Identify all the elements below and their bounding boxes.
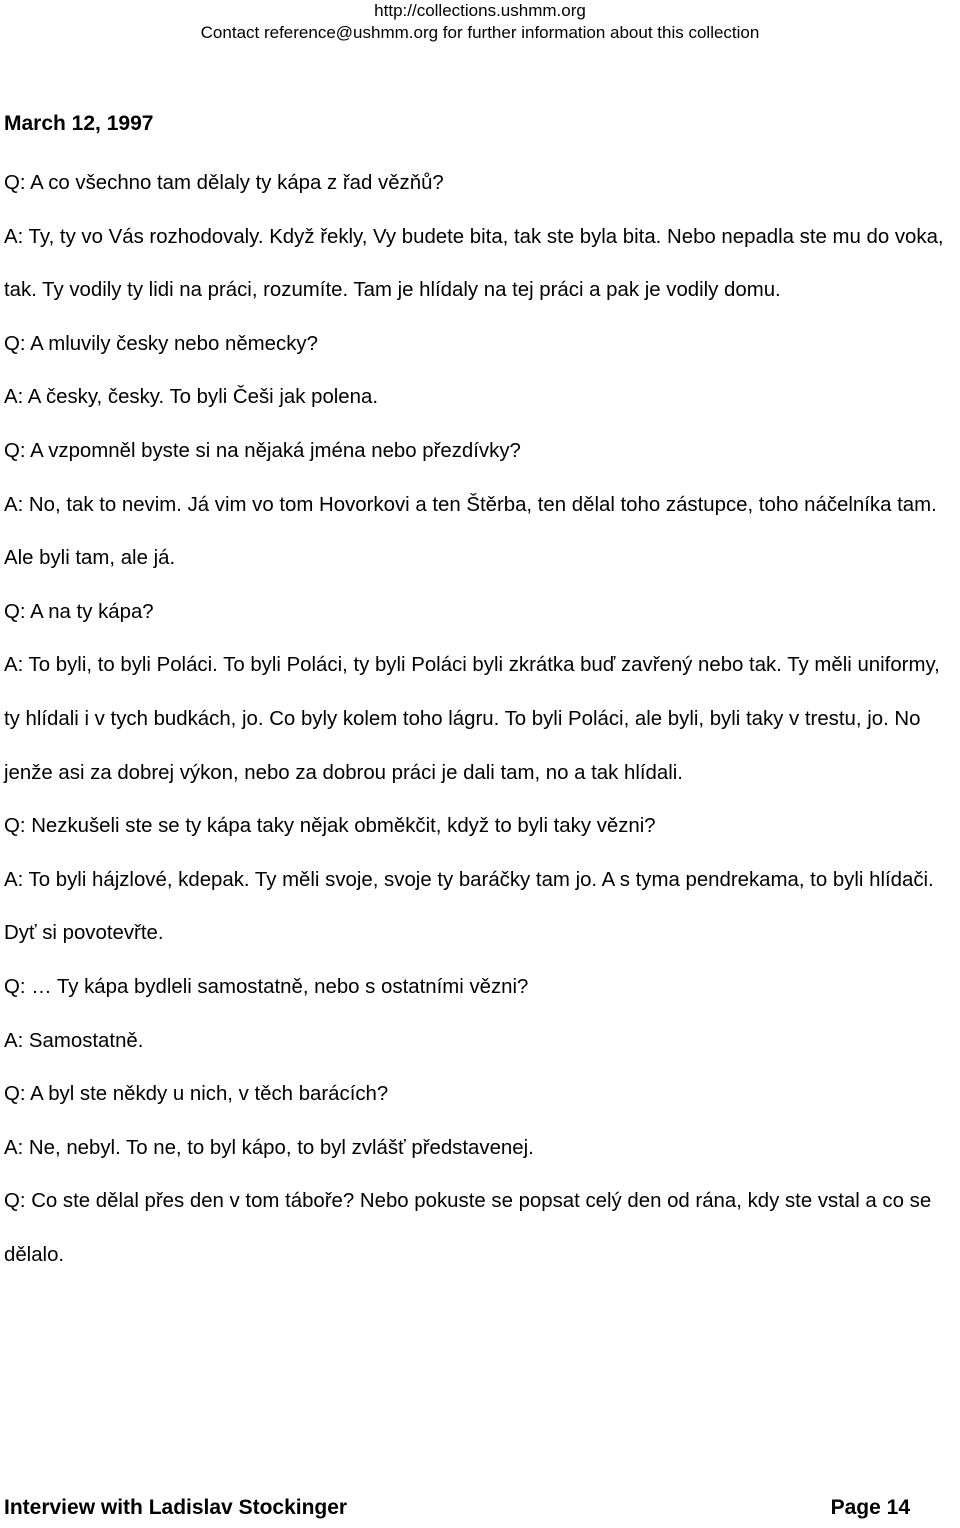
transcript-paragraph: Q: Nezkušeli ste se ty kápa taky nějak obměkčit, když to byli taky vězni? (4, 815, 656, 838)
header-url: http://collections.ushmm.org (374, 1, 586, 20)
footer-page-number: Page 14 (830, 1496, 910, 1519)
transcript-body (4, 157, 960, 1282)
transcript-paragraph: Q: A na ty kápa? (4, 600, 154, 623)
transcript-paragraph: Q: A mluvily česky nebo německy? (4, 332, 318, 355)
transcript-paragraph: A: Ty, ty vo Vás rozhodovaly. Když řekly, Vy budete bita, tak ste byla bita. Nebo nepadla ste mu do voka, tak. Ty vodily ty lidi na práci, rozumíte. Tam je hlídaly na tej práci a pak je vodily domu. (4, 225, 950, 302)
header-contact: Contact reference@ushmm.org for further information about this collection (200, 23, 760, 42)
transcript-paragraph: A: To byli, to byli Poláci. To byli Poláci, ty byli Poláci byli zkrátka buď zavřený nebo tak. Ty měli uniformy, ty hlídali i v tych budkách, jo. Co byly kolem toho lágru. To byli Poláci, ale byli, byli taky v trestu, jo. No jenže asi za dobrej výkon, nebo za dobrou práci je dali tam, no a tak hlídali. (4, 654, 946, 784)
transcript-paragraph: Q: … Ty kápa bydleli samostatně, nebo s ostatními vězni? (4, 975, 529, 998)
transcript-paragraph: Q: Co ste dělal přes den v tom táboře? Nebo pokuste se popsat celý den od rána, kdy ste vstal a co se dělalo. (4, 1190, 937, 1266)
transcript-paragraph: A: No, tak to nevim. Já vim vo tom Hovorkovi a ten Štěrba, ten dělal toho zástupce, toho náčelníka tam. Ale byli tam, ale já. (4, 493, 942, 570)
transcript-paragraph: A: A česky, česky. To byli Češi jak polena. (4, 386, 378, 409)
page-header (0, 0, 960, 44)
interview-date: March 12, 1997 (4, 112, 154, 135)
transcript-paragraph: Q: A vzpomněl byste si na nějaká jména nebo přezdívky? (4, 439, 521, 462)
transcript-paragraph: Q: A byl ste někdy u nich, v těch barácích? (4, 1083, 389, 1106)
transcript-paragraph: A: To byli hájzlové, kdepak. Ty měli svoje, svoje ty baráčky tam jo. A s tyma pendrekama, to byli hlídači. Dyť si povotevřte. (4, 868, 940, 945)
transcript-paragraph: Q: A co všechno tam dělaly ty kápa z řad vězňů? (4, 172, 444, 194)
footer-interview-title: Interview with Ladislav Stockinger (4, 1496, 348, 1519)
transcript-paragraph: A: Samostatně. (4, 1029, 144, 1052)
transcript-paragraph: A: Ne, nebyl. To ne, to byl kápo, to byl zvlášť představenej. (4, 1136, 534, 1159)
